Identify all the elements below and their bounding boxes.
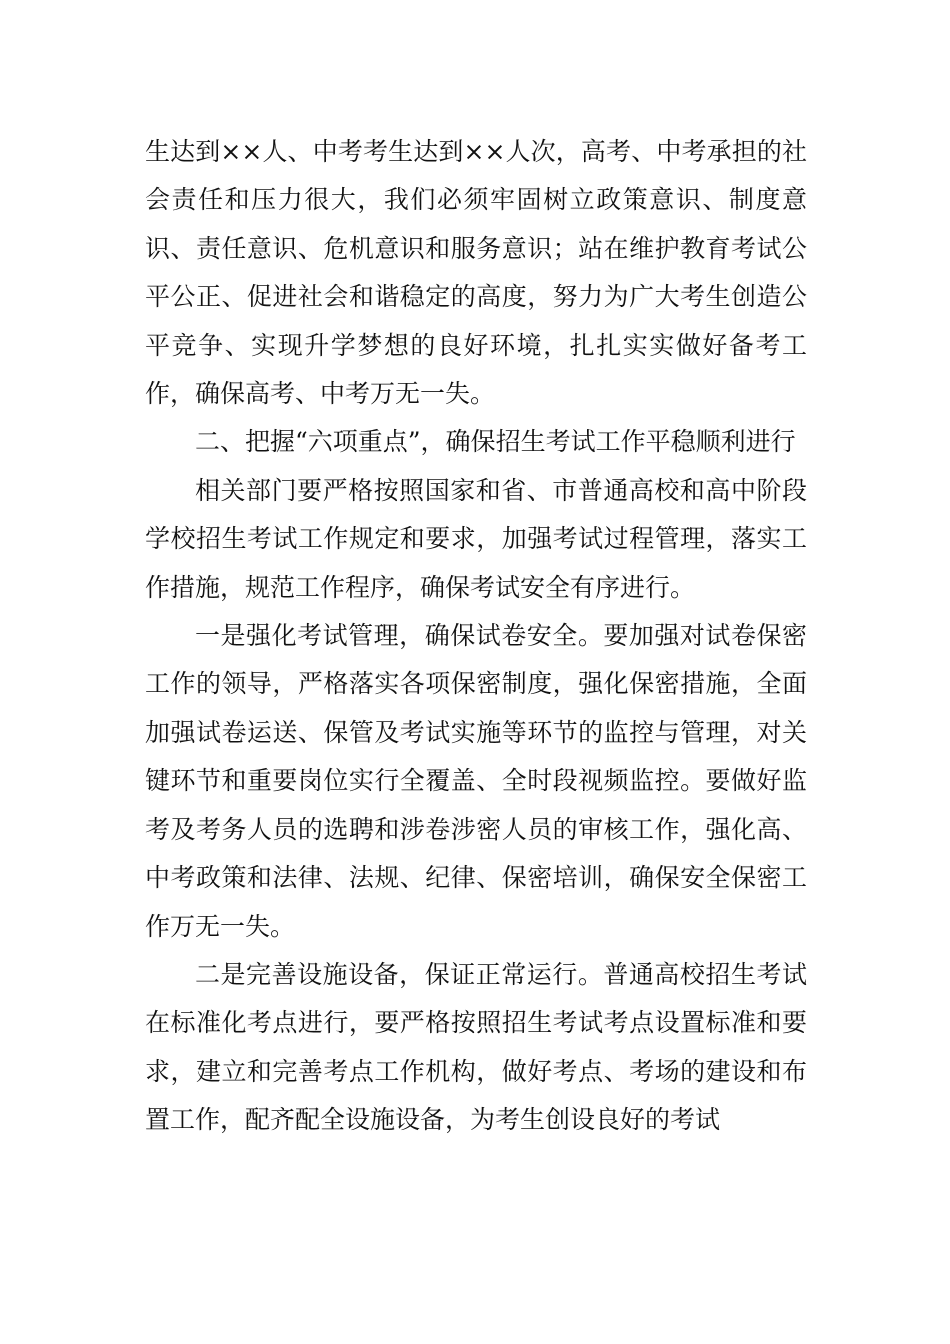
paragraph-point-one: 一是强化考试管理，确保试卷安全。要加强对试卷保密工作的领导，严格落实各项保密制度，强化保密措施，全面加强试卷运送、保管及考试实施等环节的监控与管理，对关键环节和重要岗位实行全覆盖、全时段视频监控。要做好监考及考务人员的选聘和涉卷涉密人员的审核工作，强化高、中考政策和法律、法规、纪律、保密培训，确保安全保密工作万无一失。	[145, 621, 807, 941]
document-page	[145, 128, 807, 1145]
paragraph-intro: 相关部门要严格按照国家和省、市普通高校和高中阶段学校招生考试工作规定和要求，加强考试过程管理，落实工作措施，规范工作程序，确保考试安全有序进行。	[145, 475, 807, 602]
paragraph-continuation: 生达到××人、中考考生达到××人次，高考、中考承担的社会责任和压力很大，我们必须牢固树立政策意识、制度意识、责任意识、危机意识和服务意识；站在维护教育考试公平公正、促进社会和谐稳定的高度，努力为广大考生创造公平竞争、实现升学梦想的良好环境，扎扎实实做好备考工作，确保高考、中考万无一失。	[145, 137, 807, 409]
paragraph-point-two: 二是完善设施设备，保证正常运行。普通高校招生考试在标准化考点进行，要严格按照招生考试考点设置标准和要求，建立和完善考点工作机构，做好考点、考场的建设和布置工作，配齐配全设施设备，为考生创设良好的考试	[145, 959, 807, 1135]
section-heading: 二、把握“六项重点”，确保招生考试工作平稳顺利进行	[195, 427, 796, 457]
